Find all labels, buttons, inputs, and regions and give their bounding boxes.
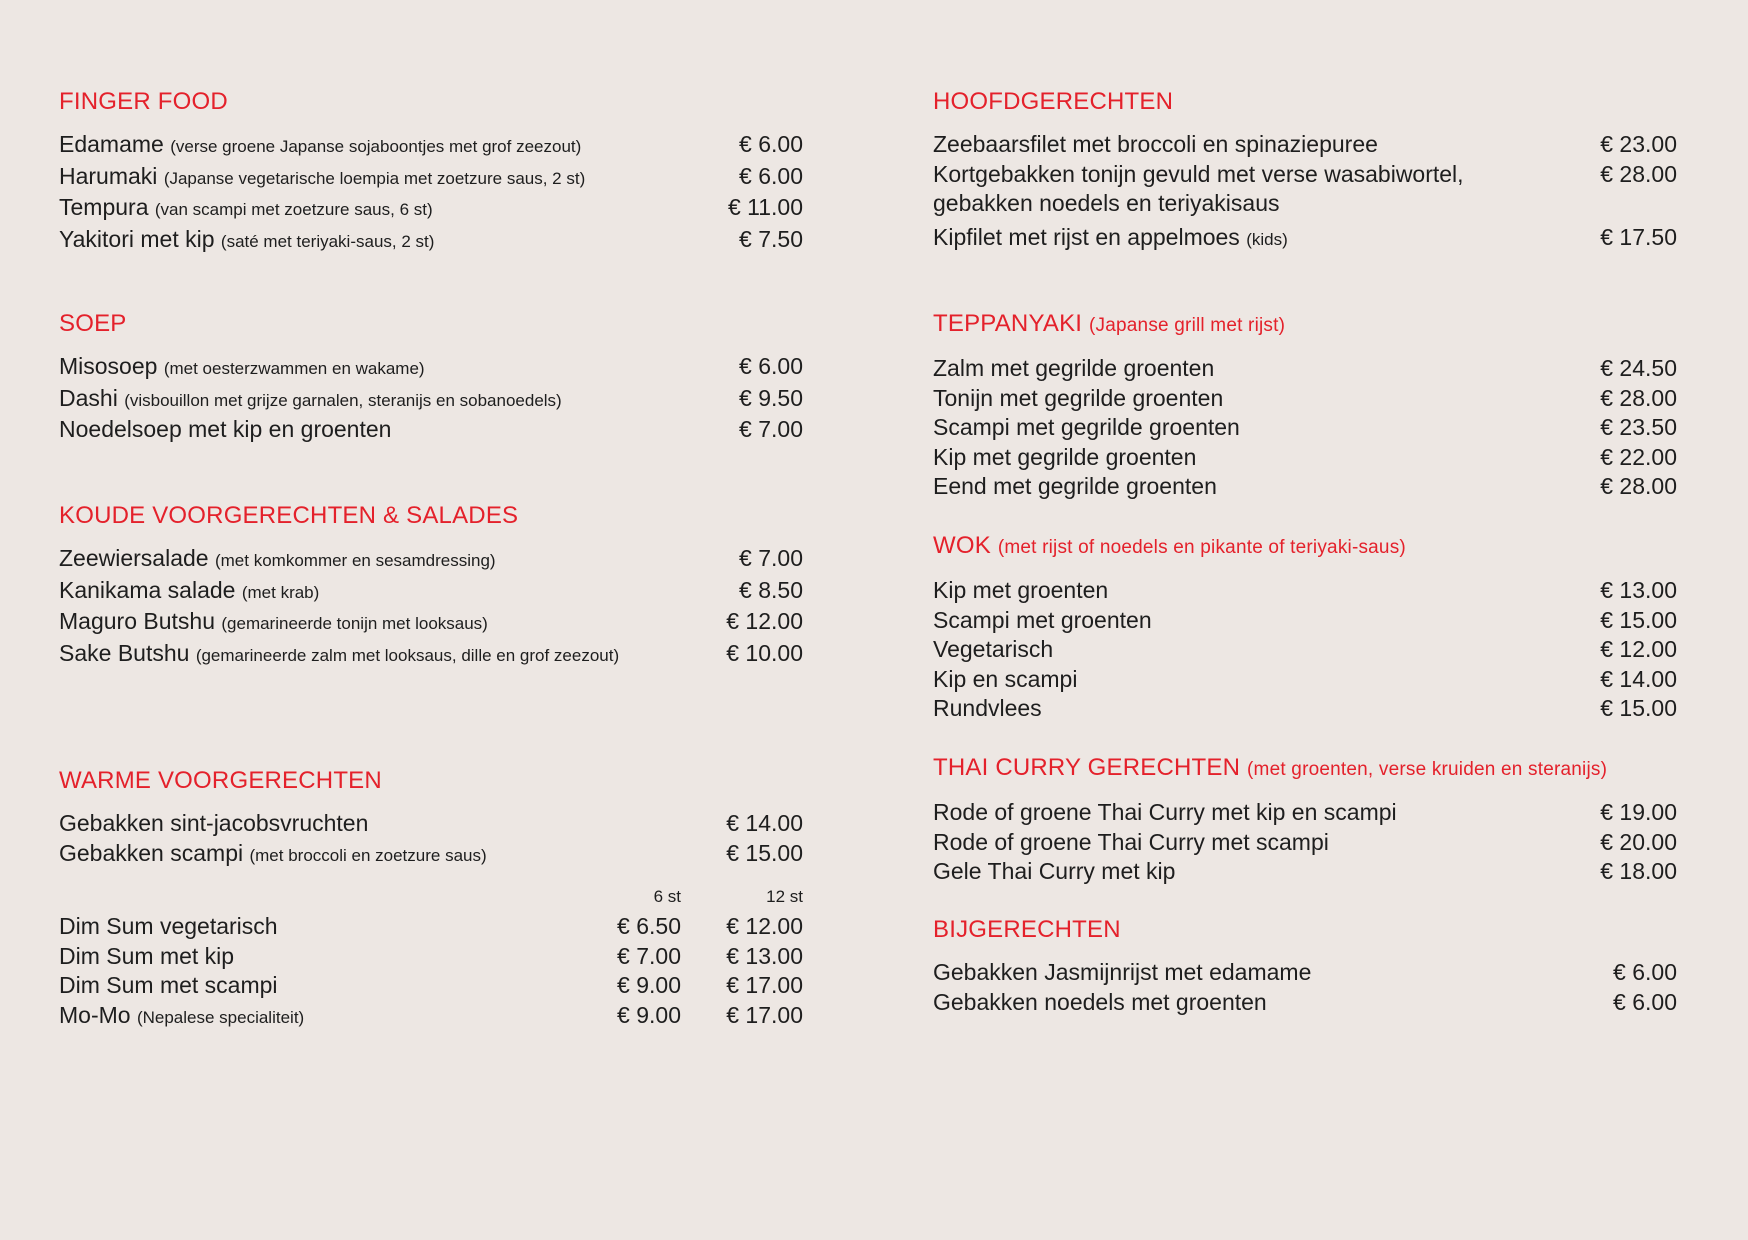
- section-bijgerechten: [933, 916, 1677, 1017]
- item-price: € 6.00: [1613, 959, 1677, 985]
- menu-item: [933, 635, 1677, 665]
- item-list: [933, 798, 1677, 887]
- menu-item: [933, 828, 1677, 858]
- menu-item: [933, 413, 1677, 443]
- item-name: Dim Sum vegetarisch: [59, 913, 278, 939]
- item-name: Scampi met groenten: [933, 606, 1152, 633]
- menu-item: [933, 160, 1677, 219]
- item-price: € 7.50: [739, 225, 803, 252]
- item-description: (met komkommer en sesamdressing): [214, 551, 496, 570]
- item-name: Yakitori met kip: [59, 225, 215, 252]
- menu-item: [59, 352, 803, 384]
- item-price-6st: € 6.50: [617, 913, 681, 939]
- item-price: € 14.00: [726, 810, 803, 836]
- item-price: € 14.00: [1600, 665, 1677, 692]
- section-finger-food: [59, 88, 803, 256]
- item-price-6st: € 9.00: [617, 1001, 681, 1028]
- item-list: [933, 576, 1677, 724]
- section-koude-voorgerechten: [59, 502, 803, 670]
- item-price: € 15.00: [1600, 695, 1677, 721]
- item-description: (verse groene Japanse sojaboontjes met grof zeezout): [170, 137, 582, 156]
- menu-item: [59, 639, 803, 671]
- item-description: (met broccoli en zoetzure saus): [249, 845, 487, 865]
- item-name: Zalm met gegrilde groenten: [933, 355, 1215, 381]
- menu-item: [933, 443, 1677, 473]
- item-description: (gemarineerde tonijn met looksaus): [221, 614, 488, 633]
- item-name: Tempura: [59, 194, 149, 220]
- item-price: € 11.00: [727, 194, 803, 220]
- menu-item: [933, 384, 1677, 414]
- menu-item: [933, 606, 1677, 636]
- dimsum-header-12st: 12 st: [766, 887, 803, 906]
- item-name: Rode of groene Thai Curry met kip en scampi: [933, 799, 1397, 825]
- item-price: € 13.00: [1600, 577, 1677, 603]
- item-name: Gebakken scampi: [59, 839, 244, 866]
- menu-item: [59, 971, 803, 1001]
- item-price: € 17.50: [1600, 223, 1677, 250]
- menu-item: [59, 1001, 803, 1033]
- item-name: Zeewiersalade: [59, 545, 209, 571]
- item-name: Kip met gegrilde groenten: [933, 443, 1197, 470]
- item-description: (gemarineerde zalm met looksaus, dille en grof zeezout): [195, 645, 620, 665]
- item-description: (kids): [1246, 229, 1288, 249]
- item-name: Dim Sum met kip: [59, 942, 235, 969]
- item-list: [59, 130, 803, 256]
- section-title-text: WOK: [933, 532, 991, 559]
- menu-item: [59, 415, 803, 445]
- item-price-6st: € 9.00: [617, 972, 681, 998]
- item-name: Scampi met gegrilde groenten: [933, 414, 1240, 440]
- item-price: € 23.50: [1600, 414, 1677, 440]
- section-title: SOEP: [59, 310, 127, 337]
- section-title: WARME VOORGERECHTEN: [59, 767, 382, 794]
- menu-item: [59, 193, 803, 225]
- item-price: € 12.00: [726, 608, 803, 634]
- section-title: [933, 310, 1677, 340]
- item-name: Noedelsoep met kip en groenten: [59, 416, 392, 442]
- item-name: Zeebaarsfilet met broccoli en spinaziepuree: [933, 131, 1378, 157]
- section-title: KOUDE VOORGERECHTEN & SALADES: [59, 502, 519, 529]
- section-warme-voorgerechten: [59, 767, 803, 1032]
- section-title: BIJGERECHTEN: [933, 916, 1121, 943]
- menu-item: [933, 130, 1677, 160]
- menu-item: [59, 130, 803, 162]
- section-title: HOOFDGERECHTEN: [933, 88, 1174, 115]
- menu-item: [59, 839, 803, 871]
- item-name: Sake Butshu: [59, 639, 190, 666]
- item-name: Dashi: [59, 384, 118, 411]
- menu-item: [59, 384, 803, 416]
- item-description: (met oesterzwammen en wakame): [163, 359, 425, 378]
- item-list: [933, 958, 1677, 1017]
- section-title: FINGER FOOD: [59, 88, 228, 115]
- item-description: (van scampi met zoetzure saus, 6 st): [154, 200, 433, 219]
- item-name: Rode of groene Thai Curry met scampi: [933, 828, 1329, 855]
- item-description: (visbouillon met grijze garnalen, steranijs en sobanoedels): [124, 390, 562, 410]
- item-list: [59, 352, 803, 445]
- item-name: Kanikama salade: [59, 576, 236, 603]
- section-thai-curry: [933, 754, 1677, 887]
- dimsum-header-6st: 6 st: [653, 887, 681, 906]
- section-subtitle: (met rijst of noedels en pikante of teriyaki-saus): [997, 537, 1406, 558]
- item-price: € 15.00: [1600, 606, 1677, 633]
- section-wok: [933, 532, 1677, 724]
- item-price: € 19.00: [1600, 799, 1677, 825]
- section-subtitle: (Japanse grill met rijst): [1089, 315, 1286, 336]
- item-price-12st: € 17.00: [726, 972, 803, 998]
- item-name: Kortgebakken tonijn gevuld met verse wasabiwortel, gebakken noedels en teriyakisaus: [933, 160, 1464, 216]
- menu-item: [59, 809, 803, 839]
- item-name: Gebakken Jasmijnrijst met edamame: [933, 959, 1312, 985]
- item-description: (Nepalese specialiteit): [136, 1007, 305, 1027]
- section-subtitle: (met groenten, verse kruiden en steranijs): [1247, 759, 1608, 780]
- section-teppanyaki: [933, 310, 1677, 502]
- item-name: Kip en scampi: [933, 665, 1078, 692]
- item-price: € 28.00: [1600, 473, 1677, 499]
- section-title-text: TEPPANYAKI: [933, 310, 1083, 337]
- menu-item: [59, 162, 803, 194]
- item-name: Kip met groenten: [933, 577, 1109, 603]
- item-name: Gebakken sint-jacobsvruchten: [59, 810, 369, 836]
- item-name: Mo-Mo: [59, 1001, 131, 1028]
- menu-item: [933, 354, 1677, 384]
- item-name: Misosoep: [59, 353, 158, 379]
- item-price: € 22.00: [1600, 443, 1677, 470]
- item-price-6st: € 7.00: [617, 942, 681, 969]
- menu-item: [933, 576, 1677, 606]
- item-list: [933, 130, 1677, 254]
- menu-item: [933, 988, 1677, 1018]
- item-price: € 6.00: [1613, 988, 1677, 1015]
- item-price: € 28.00: [1600, 160, 1677, 187]
- item-price: € 7.00: [739, 416, 803, 442]
- item-price-12st: € 13.00: [726, 942, 803, 969]
- item-name: Tonijn met gegrilde groenten: [933, 384, 1224, 411]
- item-name: Kipfilet met rijst en appelmoes: [933, 223, 1240, 250]
- section-hoofdgerechten: [933, 88, 1677, 254]
- menu-item: [933, 665, 1677, 695]
- menu-item: [59, 225, 803, 257]
- menu-item: [59, 912, 803, 942]
- dimsum-header: [59, 886, 803, 908]
- item-name: Gele Thai Curry met kip: [933, 858, 1176, 884]
- item-description: (met krab): [241, 582, 320, 602]
- section-title: [933, 532, 1677, 562]
- item-price: € 18.00: [1600, 858, 1677, 884]
- item-price-12st: € 17.00: [726, 1001, 803, 1028]
- menu-item: [59, 544, 803, 576]
- section-title-text: THAI CURRY GERECHTEN: [933, 754, 1241, 781]
- item-name: Rundvlees: [933, 695, 1042, 721]
- item-price: € 10.00: [726, 639, 803, 666]
- item-name: Harumaki: [59, 162, 158, 189]
- item-price: € 9.50: [739, 384, 803, 411]
- item-name: Maguro Butshu: [59, 608, 215, 634]
- menu-item: [933, 958, 1677, 988]
- menu-item: [59, 607, 803, 639]
- item-name: Edamame: [59, 131, 164, 157]
- item-price: € 6.00: [739, 353, 803, 379]
- menu-item: [933, 694, 1677, 724]
- menu-item: [59, 942, 803, 972]
- item-price: € 20.00: [1600, 828, 1677, 855]
- item-name: Gebakken noedels met groenten: [933, 988, 1267, 1015]
- item-price: € 24.50: [1600, 355, 1677, 381]
- item-price: € 6.00: [739, 131, 803, 157]
- item-price: € 23.00: [1600, 131, 1677, 157]
- menu-item: [933, 223, 1677, 255]
- section-title: [933, 754, 1677, 784]
- section-soep: [59, 310, 803, 445]
- item-price: € 6.00: [739, 162, 803, 189]
- item-list: [933, 354, 1677, 502]
- item-description: (Japanse vegetarische loempia met zoetzure saus, 2 st): [163, 168, 586, 188]
- menu-item: [933, 798, 1677, 828]
- menu-item: [933, 857, 1677, 887]
- item-list: [59, 544, 803, 670]
- item-list: [59, 809, 803, 870]
- item-name: Eend met gegrilde groenten: [933, 473, 1217, 499]
- dimsum-block: [59, 886, 803, 1032]
- menu-item: [933, 472, 1677, 502]
- item-price: € 12.00: [1600, 636, 1677, 662]
- item-price: € 28.00: [1600, 384, 1677, 411]
- item-price: € 15.00: [726, 839, 803, 866]
- item-name: Dim Sum met scampi: [59, 972, 278, 998]
- item-price-12st: € 12.00: [726, 913, 803, 939]
- menu-item: [59, 576, 803, 608]
- item-price: € 8.50: [739, 576, 803, 603]
- item-price: € 7.00: [739, 545, 803, 571]
- item-name: Vegetarisch: [933, 636, 1054, 662]
- item-description: (saté met teriyaki-saus, 2 st): [220, 231, 435, 251]
